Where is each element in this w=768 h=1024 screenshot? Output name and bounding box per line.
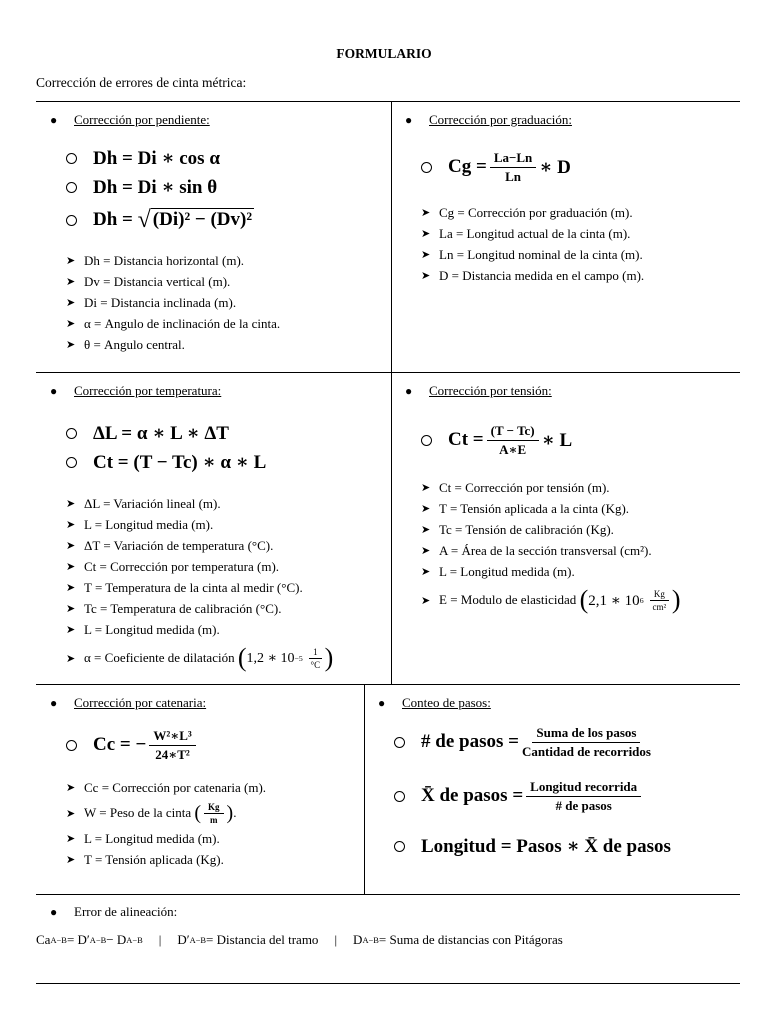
list-item: ➤ Cc = Corrección por catenaria (m). (66, 779, 267, 795)
section-pendiente (50, 112, 385, 355)
list-item: ➤ L = Longitud media (m). (66, 516, 214, 532)
page-title: FORMULARIO (336, 46, 432, 61)
section-pasos (378, 695, 738, 861)
list-item: ➤ Dh = Distancia horizontal (m). (66, 252, 245, 268)
formula: Dh = Di ∗ sin θ (66, 173, 385, 202)
formula-group (66, 144, 385, 238)
table-column-divider (364, 684, 365, 894)
formula: X̄ de pasos = $\frac{\text{Longitud recorrida}}{\text{\# de pasos}}$ (394, 775, 738, 817)
bullet-icon: ● (405, 384, 413, 398)
paren-close: ) (226, 802, 234, 824)
list-item: ➤ T = Tensión aplicada a la cinta (Kg). (421, 500, 630, 516)
arrow-bullet-icon: ➤ (421, 249, 431, 261)
radical-icon: √ (137, 207, 151, 233)
paren-close: ) (324, 643, 334, 672)
circle-bullet-icon (66, 182, 77, 193)
formula: # de pasos = $\frac{\text{Suma de los pasos}}{\text{Cantidad de recorridos}}$ (394, 721, 738, 763)
paren-close: ) (671, 585, 681, 614)
intro-text: Corrección de errores de cinta métrica: (36, 75, 247, 90)
arrow-bullet-icon: ➤ (66, 519, 76, 531)
arrow-bullet-icon: ➤ (421, 566, 431, 578)
list-item: ➤ Ln = Longitud nominal de la cinta (m). (421, 246, 643, 262)
fraction: $\frac{\text{Longitud recorrida}}{\text{\# de pasos}}$ (526, 779, 641, 814)
formula: Cc = − $\frac{\text{W²∗L³}}{\text{24∗T²}}$ (66, 723, 360, 767)
arrow-bullet-icon: ➤ (421, 503, 431, 515)
formula: Ct = $\frac{(T - Tc)}{A∗E}$ ∗ L (421, 419, 735, 461)
arrow-bullet-icon: ➤ (66, 833, 76, 845)
arrow-bullet-icon: ➤ (66, 255, 76, 267)
alignment-equation: Ca A−B = D′ A−B − D A−B | D′ A−B = Distancia del tramo | D A−B = Suma de distancias con Pitágoras (36, 932, 563, 947)
sqrt-symbol: √ (Di)² − (Dv)² (137, 207, 253, 233)
fraction: $\frac{(T - Tc)}{A∗E}$ (487, 423, 539, 458)
list-item: ➤ α = Angulo de inclinación de la cinta. (66, 315, 281, 331)
list-item: ➤ α = Coeficiente de dilatación ( 1,2 ∗ 10 −5 $\frac{1}{^\circ C}$ ) (66, 643, 334, 672)
list-item: ➤ T = Temperatura de la cinta al medir (°C). (66, 579, 303, 595)
section-tension (405, 383, 735, 618)
section-heading: ● Conteo de pasos: (378, 695, 491, 710)
fraction: $\frac{\text{Suma de los pasos}}{\text{Cantidad de recorridos}}$ (521, 724, 651, 759)
arrow-bullet-icon: ➤ (66, 782, 76, 794)
list-item: ➤ W = Peso de la cinta ( $\frac{Kg}{m}$ ) . (66, 801, 237, 825)
arrow-bullet-icon: ➤ (66, 297, 76, 309)
section-heading: ● Error de alineación: (50, 904, 178, 919)
circle-bullet-icon (394, 737, 405, 748)
circle-bullet-icon (66, 153, 77, 164)
definition-list (421, 477, 735, 618)
paren-open: ( (237, 643, 247, 672)
bullet-icon: ● (50, 113, 58, 127)
definition-list (66, 777, 360, 870)
formula: ΔL = α ∗ L ∗ ΔT (66, 419, 390, 448)
circle-bullet-icon (66, 428, 77, 439)
arrow-bullet-icon: ➤ (66, 807, 76, 820)
definition-list (66, 250, 385, 355)
circle-bullet-icon (421, 162, 432, 173)
formula-group (66, 419, 390, 477)
list-item: ➤ Di = Distancia inclinada (m). (66, 294, 237, 310)
circle-bullet-icon (394, 791, 405, 802)
fraction: $\frac{Kg}{\text{cm²}}$ (650, 589, 669, 612)
section-alineacion (50, 904, 740, 920)
list-item: ➤ ΔL = Variación lineal (m). (66, 495, 221, 511)
formula: Dh = √ (Di)² − (Dv)² (66, 202, 385, 238)
bullet-icon: ● (405, 113, 413, 127)
table-top-border (36, 101, 740, 102)
paren-open: ( (194, 802, 202, 824)
fraction: $\frac{1}{^\circ C}$ (310, 646, 321, 670)
arrow-bullet-icon: ➤ (66, 561, 76, 573)
formula: Longitud = Pasos ∗ X̄ de pasos (394, 831, 738, 861)
fraction: $\frac{La-Ln}{Ln}$ (490, 150, 536, 185)
list-item: ➤ E = Modulo de elasticidad ( 2,1 ∗ 10 6 $\frac{Kg}{\text{cm²}}$ ) (421, 585, 681, 614)
arrow-bullet-icon: ➤ (66, 582, 76, 594)
table-row-divider (36, 372, 740, 373)
list-item: ➤ La = Longitud actual de la cinta (m). (421, 225, 631, 241)
arrow-bullet-icon: ➤ (421, 594, 431, 607)
separator: | (334, 932, 338, 947)
circle-bullet-icon (66, 215, 77, 226)
arrow-bullet-icon: ➤ (66, 624, 76, 636)
arrow-bullet-icon: ➤ (421, 270, 431, 282)
circle-bullet-icon (421, 435, 432, 446)
section-heading: ● Corrección por catenaria: (50, 695, 207, 710)
arrow-bullet-icon: ➤ (66, 854, 76, 866)
list-item: ➤ ΔT = Variación de temperatura (°C). (66, 537, 274, 553)
bullet-icon: ● (50, 905, 58, 919)
list-item: ➤ Ct = Corrección por tensión (m). (421, 479, 610, 495)
list-item: ➤ Cg = Corrección por graduación (m). (421, 204, 633, 220)
arrow-bullet-icon: ➤ (421, 228, 431, 240)
list-item: ➤ T = Tensión aplicada (Kg). (66, 851, 224, 867)
list-item: ➤ D = Distancia medida en el campo (m). (421, 267, 645, 283)
section-heading: ● Corrección por temperatura: (50, 383, 222, 398)
bullet-icon: ● (378, 696, 386, 710)
separator: | (158, 932, 162, 947)
bullet-icon: ● (50, 696, 58, 710)
table-row-divider (36, 894, 740, 895)
formula: Ct = (T − Tc) ∗ α ∗ L (66, 448, 390, 477)
fraction: $\frac{Kg}{m}$ (204, 802, 224, 825)
arrow-bullet-icon: ➤ (421, 524, 431, 536)
circle-bullet-icon (66, 457, 77, 468)
list-item: ➤ Tc = Tensión de calibración (Kg). (421, 521, 614, 537)
arrow-bullet-icon: ➤ (421, 482, 431, 494)
formula: Dh = Di ∗ cos α (66, 144, 385, 173)
arrow-bullet-icon: ➤ (66, 652, 76, 665)
list-item: ➤ L = Longitud medida (m). (66, 830, 220, 846)
definition-list (66, 493, 390, 676)
arrow-bullet-icon: ➤ (66, 318, 76, 330)
list-item: ➤ Ct = Corrección por temperatura (m). (66, 558, 280, 574)
list-item: ➤ Tc = Temperatura de calibración (°C). (66, 600, 282, 616)
list-item: ➤ L = Longitud medida (m). (421, 563, 575, 579)
arrow-bullet-icon: ➤ (421, 207, 431, 219)
list-item: ➤ L = Longitud medida (m). (66, 621, 220, 637)
arrow-bullet-icon: ➤ (66, 276, 76, 288)
circle-bullet-icon (66, 740, 77, 751)
fraction: $\frac{\text{W²∗L³}}{\text{24∗T²}}$ (149, 728, 195, 763)
definition-list (421, 202, 735, 286)
arrow-bullet-icon: ➤ (66, 498, 76, 510)
list-item: ➤ Dv = Distancia vertical (m). (66, 273, 231, 289)
bottom-rule (36, 983, 740, 984)
section-heading: ● Corrección por tensión: (405, 383, 552, 398)
bullet-icon: ● (50, 384, 58, 398)
list-item: ➤ A = Área de la sección transversal (cm²). (421, 542, 652, 558)
formula: Cg = $\frac{La-Ln}{Ln}$ ∗ D (421, 146, 735, 188)
section-heading: ● Corrección por pendiente: (50, 112, 210, 127)
list-item: ➤ θ = Angulo central. (66, 336, 185, 352)
circle-bullet-icon (394, 841, 405, 852)
arrow-bullet-icon: ➤ (66, 540, 76, 552)
arrow-bullet-icon: ➤ (421, 545, 431, 557)
section-graduacion (405, 112, 735, 286)
section-catenaria (50, 695, 360, 870)
paren-open: ( (579, 585, 589, 614)
table-row-divider (36, 684, 740, 685)
table-column-divider (391, 101, 392, 684)
section-heading: ● Corrección por graduación: (405, 112, 572, 127)
arrow-bullet-icon: ➤ (66, 603, 76, 615)
section-temperatura (50, 383, 390, 676)
arrow-bullet-icon: ➤ (66, 339, 76, 351)
